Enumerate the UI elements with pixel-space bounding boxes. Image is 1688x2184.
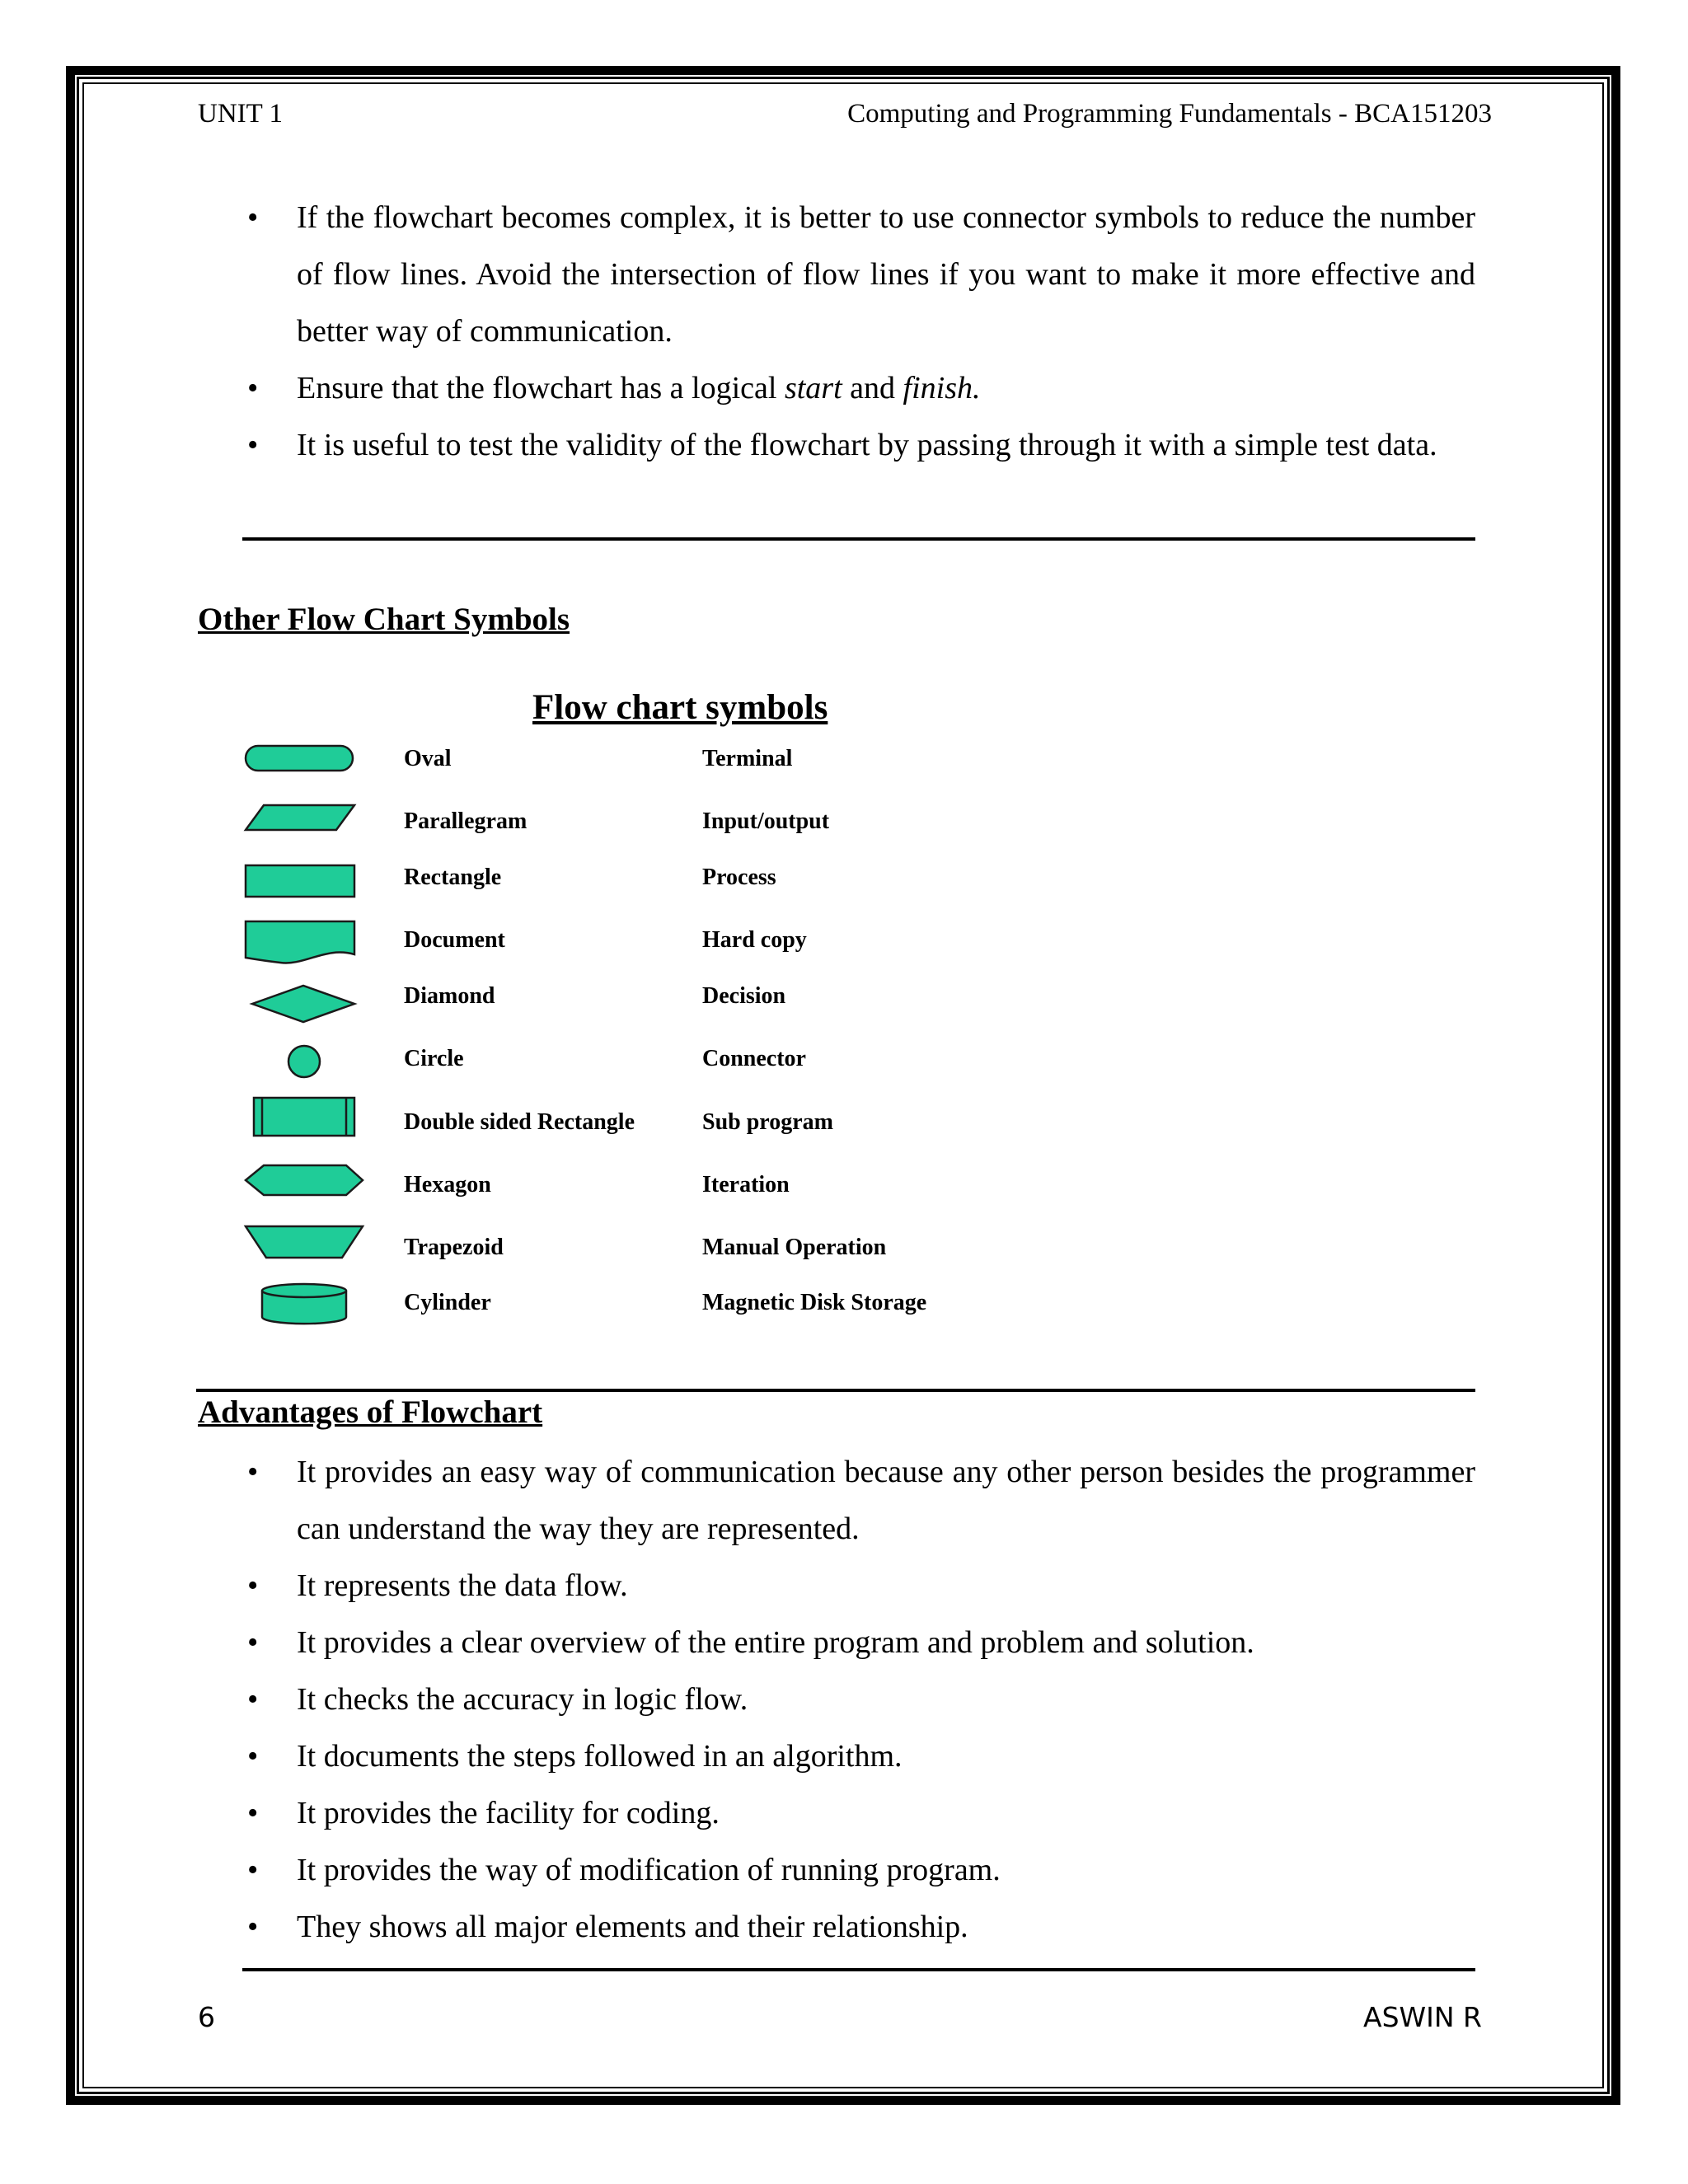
- header-course: Computing and Programming Fundamentals - BCA151203: [847, 99, 1492, 129]
- section-divider: [196, 1389, 1475, 1392]
- section-divider: [242, 537, 1475, 541]
- advantages-list: [247, 1444, 1475, 1956]
- flowchart-guidelines-list: [247, 190, 1475, 474]
- bullet-icon: •: [247, 1796, 259, 1830]
- header-unit: UNIT 1: [198, 99, 283, 129]
- section-heading-advantages: Advantages of Flowchart: [198, 1394, 543, 1430]
- bullet-emphasis-finish: finish.: [903, 371, 981, 405]
- symbol-name-rectangle: Rectangle: [404, 865, 502, 890]
- bullet-text: Ensure that the flowchart has a logical: [297, 371, 785, 405]
- symbol-use-diamond: Decision: [702, 983, 786, 1009]
- list-item: [247, 1558, 1475, 1615]
- list-item: [247, 1671, 1475, 1728]
- figure-title: Flow chart symbols: [532, 688, 828, 727]
- bullet-text: It represents the data flow.: [297, 1568, 628, 1603]
- symbol-use-cylinder: Magnetic Disk Storage: [702, 1290, 927, 1315]
- list-item: [247, 417, 1475, 474]
- symbol-name-circle: Circle: [404, 1046, 464, 1071]
- symbol-use-hexagon: Iteration: [702, 1172, 790, 1197]
- symbol-use-parallelogram: Input/output: [702, 808, 830, 834]
- list-item: [247, 1728, 1475, 1785]
- bullet-icon: •: [247, 1910, 259, 1944]
- bullet-text: It provides the way of modification of running program.: [297, 1853, 1001, 1887]
- symbol-use-trapezoid: Manual Operation: [702, 1235, 887, 1260]
- section-divider: [242, 1968, 1475, 1971]
- bullet-icon: •: [247, 371, 259, 405]
- list-item: [247, 1785, 1475, 1842]
- bullet-icon: •: [247, 1568, 259, 1603]
- bullet-text: It documents the steps followed in an algorithm.: [297, 1739, 903, 1774]
- bullet-text: If the flowchart becomes complex, it is better to use connector symbols to reduce the number of flow lines. Avoid the intersection of flow lines if you want to make it more effective and better way of communication.: [297, 200, 1475, 349]
- symbol-use-double-sided-rectangle: Sub program: [702, 1109, 833, 1135]
- symbol-name-cylinder: Cylinder: [404, 1290, 491, 1315]
- bullet-text: It provides the facility for coding.: [297, 1796, 720, 1830]
- bullet-icon: •: [247, 1625, 259, 1660]
- list-item: [247, 1615, 1475, 1671]
- symbol-use-rectangle: Process: [702, 865, 776, 890]
- list-item: [247, 1444, 1475, 1558]
- symbol-use-document: Hard copy: [702, 927, 807, 953]
- bullet-icon: •: [247, 1739, 259, 1774]
- symbol-name-hexagon: Hexagon: [404, 1172, 491, 1197]
- list-item: [247, 190, 1475, 360]
- symbol-name-oval: Oval: [404, 746, 452, 771]
- page-number: 6: [198, 2001, 215, 2033]
- bullet-text: It provides an easy way of communication because any other person besides the programmer can understand the way they are represented.: [297, 1455, 1475, 1546]
- bullet-text: It provides a clear overview of the entire program and problem and solution.: [297, 1625, 1254, 1660]
- bullet-icon: •: [247, 428, 259, 462]
- symbol-name-diamond: Diamond: [404, 983, 495, 1009]
- symbol-use-oval: Terminal: [702, 746, 793, 771]
- list-item: [247, 1842, 1475, 1899]
- list-item: [247, 360, 1475, 417]
- symbol-use-circle: Connector: [702, 1046, 806, 1071]
- bullet-icon: •: [247, 200, 259, 235]
- footer-author: ASWIN R: [1363, 2001, 1482, 2033]
- bullet-text: They shows all major elements and their relationship.: [297, 1910, 968, 1944]
- bullet-text-mid: and: [842, 371, 903, 405]
- symbol-name-double-sided-rectangle: Double sided Rectangle: [404, 1109, 635, 1135]
- symbol-name-document: Document: [404, 927, 505, 953]
- section-heading-other-symbols: Other Flow Chart Symbols: [198, 602, 570, 637]
- list-item: [247, 1899, 1475, 1956]
- bullet-icon: •: [247, 1853, 259, 1887]
- bullet-text: It checks the accuracy in logic flow.: [297, 1682, 748, 1717]
- symbol-name-trapezoid: Trapezoid: [404, 1235, 504, 1260]
- bullet-emphasis-start: start: [784, 371, 842, 405]
- bullet-icon: •: [247, 1455, 259, 1489]
- symbol-name-parallelogram: Parallegram: [404, 808, 528, 834]
- bullet-icon: •: [247, 1682, 259, 1717]
- bullet-text: It is useful to test the validity of the flowchart by passing through it with a simple test data.: [297, 428, 1437, 462]
